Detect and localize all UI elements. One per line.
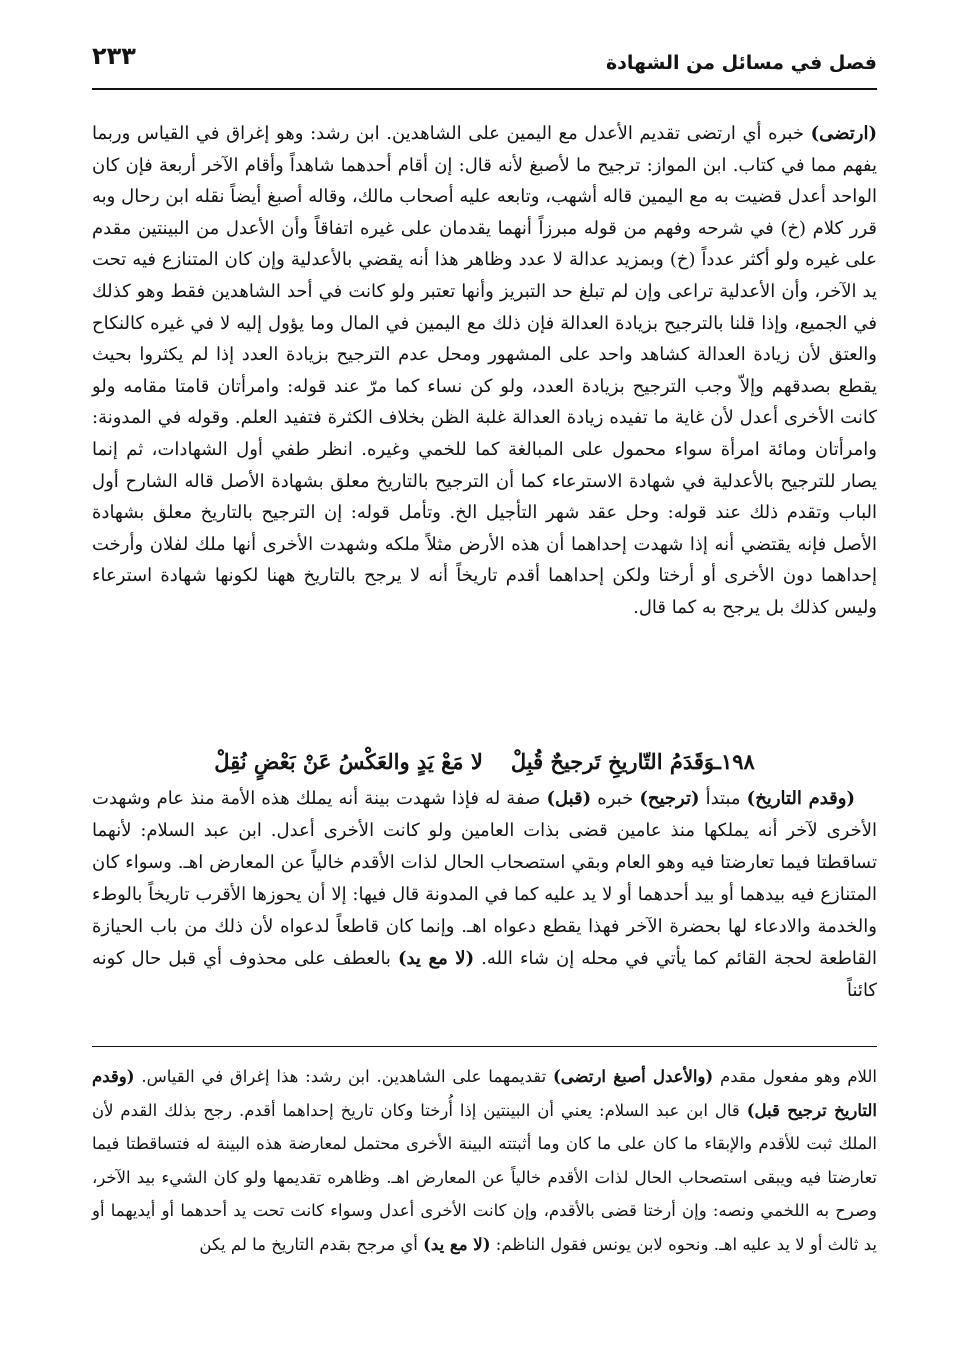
footnote-paragraph — [92, 1060, 877, 1261]
page-number: ٢٣٣ — [92, 42, 136, 70]
verse-first-hemistich — [497, 745, 769, 779]
commentary-paragraph — [92, 783, 877, 1007]
lemma: (لا مع يد) — [423, 1234, 491, 1254]
lemma: (والأعدل أصبغ ارتضى) — [553, 1067, 714, 1086]
commentary-text: مبتدأ — [699, 788, 747, 809]
commentary-text: خبره — [591, 788, 640, 809]
footnote-text: أي مرجح بقدم التاريخ ما لم يكن — [199, 1234, 424, 1254]
lemma: (ترجيح) — [639, 788, 700, 809]
lemma: (قبل) — [546, 788, 592, 809]
footnote-divider — [92, 1046, 877, 1047]
running-title: فصل في مسائل من الشهادة — [605, 52, 877, 74]
footnote — [92, 1060, 877, 1261]
footnote-text: اللام وهو مفعول مقدم — [713, 1067, 878, 1086]
lemma: (لا مع يد) — [397, 948, 475, 969]
lemma: (ارتضى) — [810, 123, 877, 144]
page-header — [92, 38, 877, 90]
footnote-text: تقديمهما على الشاهدين. ابن رشد: هذا إغراق في القياس. — [134, 1067, 553, 1086]
verse-line — [92, 745, 877, 779]
verse-second-hemistich: لا مَعْ يَدٍ والعَكْسُ عَنْ بَعْضٍ نُقِلْ — [214, 749, 483, 774]
first-hemistich-text: وَقَدَمُ التّاريخِ تَرجيحٌ قُبِلْ — [510, 749, 715, 774]
verse-number: ١٩٨ـ — [714, 749, 755, 774]
commentary-text: بالعطف على محذوف أي قبل حال كونه كائناً — [92, 948, 877, 1001]
lemma: (وقدم التاريخ ترجيح قبل) — [92, 1067, 878, 1120]
main-paragraph — [92, 118, 877, 624]
lemma: (وقدم التاريخ) — [746, 788, 855, 809]
commentary — [92, 783, 877, 1007]
paragraph-text: خبره أي ارتضى تقديم الأعدل مع اليمين على الشاهدين. ابن رشد: وهو إغراق في القياس وربما يفهم مما في كتاب. ابن المواز: ترجيح ما لأصبغ لأنه قال: إن أقام أحدهما شاهداً وأقام الآخر أربعة فإن كان الواحد أعدل قضيت به مع اليمين قاله أشهب، وتابعه عليه أصحاب مالك، وقاله أصبغ أيضاً نقله ابن رحال وبه قرر كلام (خ) في شرحه وفهم من قوله مبرزاً أنهما يقدمان على غيره اتفاقاً وأن الأعدل من البينتين مقدم على غيره ولو أكثر عدداً (خ) وبمزيد عدالة لا عدد وظاهر هذا أنه يقضي بالأعدلية وإن كان المتنازع فيه تحت يد الآخر، وأن الأعدلية تراعى وإن لم تبلغ حد التبريز وأنها تعتبر ولو كانت في أحد الشاهدين فقط وهو كذلك في الجميع، وإذا قلنا بالترجيح بزيادة العدالة فإن ذلك مع اليمين في المال وما يؤول إليه لا في غيره كالنكاح والعتق لأن زيادة العدالة كشاهد واحد على المشهور ومحل عدم الترجيح بزيادة العدد إذا لم يكثروا بحيث يقطع بصدقهم وإلاّ وجب الترجيح بزيادة العدد، ولو كن نساء كما مرّ عند قوله: وامرأتان قامتا مقامه ولو كانت الأخرى أعدل لأن غاية ما تفيده زيادة العدالة غلبة الظن بخلاف الكثرة فتفيد العلم. وقوله في المدونة: وامرأتان ومائة امرأة سواء محمول على المبالغة كما للخمي وغيره. انظر طفي أول الشهادات، ثم إنما يصار للترجيح بالأعدلية في شهادة الاسترعاء كما أن الترجيح بالتاريخ معلق بشهادة الأصل قاله الشارح أول الباب وتقدم ذلك عند قوله: وحل عقد شهر التأجيل الخ. وتأمل قوله: إن الترجيح بالتاريخ معلق بشهادة الأصل فإنه يقتضي أنه إذا شهدت إحداهما أن هذه الأرض مثلاً ملكه وشهدت الأخرى أنها ملك لفلان وأرخت إحداهما دون الأخرى أو أرختا ولكن إحداهما أقدم تاريخاً أنه لا يرجح بالتاريخ ههنا لكونها شهادة استرعاء وليس كذلك بل يرجح به كما قال. — [92, 123, 878, 618]
main-text — [92, 118, 877, 624]
commentary-text: صفة له فإذا شهدت بينة أنه يملك هذه الأمة منذ عام وشهدت الأخرى لآخر أنه يملكها منذ عامين قضى بذات العامين ولو كانت الأخرى أعدل. ابن عبد السلام: لأنهما تساقطتا فيما تعارضتا فيه وهو العام وبقي استصحاب الحال لذات الأقدم خالياً عن المعارض اهـ. وسواء كان المتنازع فيه بيدهما أو بيد أحدهما أو لا يد عليه كما في المدونة قال فيها: إلا أن يحوزها الأقرب تاريخاً بالوطء والخدمة والادعاء لها بحضرة الآخر فهذا يقطع دعواه اهـ. وإنما كان قاطعاً لدعواه لأن ذلك من باب الحيازة القاطعة لحجة القائم كما يأتي في محله إن شاء الله. — [92, 788, 878, 969]
footnote-text: قال ابن عبد السلام: يعني أن البينتين إذا أُرختا وكان تاريخ إحداهما أقدم. رجح بذلك القدم لأن الملك ثبت للأقدم والإبقاء ما كان على ما كان وما أثبتته البينة الأخرى محتمل لمعارضة هذه البينة له فتساقطتا فيما تعارضتا فيه ويبقى استصحاب الحال لذات الأقدم خالياً عن المعارض اهـ. وظاهره تقديمها ولو كان الشيء بيد الآخر، وصرح به اللخمي ونصه: وإن أرختا قضى بالأقدم، وإن كانت الأخرى أعدل وسواء كانت تحت يد أحدهما أو أيديهما أو يد ثالث أو لا يد عليه اهـ. ونحوه لابن يونس فقول الناظم: — [92, 1100, 877, 1254]
